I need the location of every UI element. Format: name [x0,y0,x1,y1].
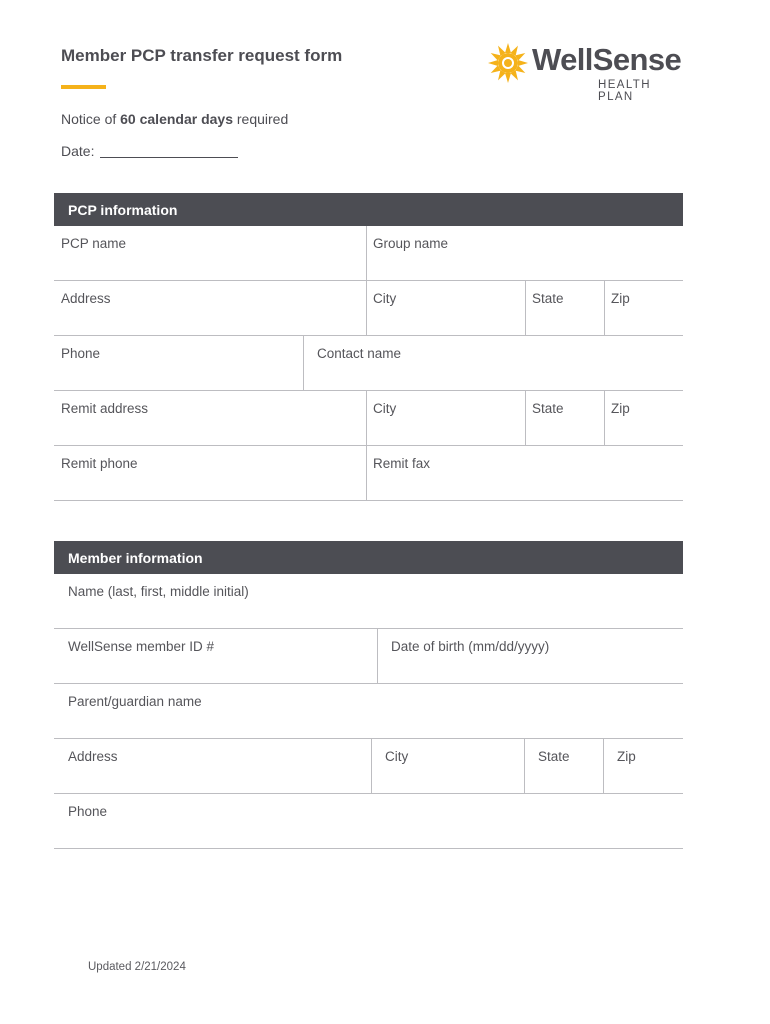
remit-zip-label: Zip [611,401,630,416]
form-title: Member PCP transfer request form [61,46,343,65]
group-name-label: Group name [373,236,449,251]
member-name-label: Name (last, first, middle initial) [68,584,249,599]
member-zip-label: Zip [617,749,636,764]
pcp-address-label: Address [61,291,111,306]
member-zip-field[interactable] [603,739,683,794]
remit-state-field[interactable] [525,391,604,446]
date-label: Date: [61,143,95,159]
pcp-section-header: PCP information [54,193,683,226]
contact-name-field[interactable] [303,336,683,391]
remit-city-label: City [373,401,397,416]
logo-wordmark: WellSense [532,42,682,77]
pcp-zip-label: Zip [611,291,630,306]
member-id-field[interactable] [54,629,377,684]
pcp-city-field[interactable] [366,281,525,336]
member-id-label: WellSense member ID # [68,639,215,654]
member-state-field[interactable] [524,739,603,794]
remit-fax-label: Remit fax [373,456,431,471]
member-section-header: Member information [54,541,683,574]
updated-date: Updated 2/21/2024 [88,961,186,973]
remit-address-field[interactable] [54,391,366,446]
notice-prefix: Notice of [61,111,121,127]
member-city-field[interactable] [371,739,524,794]
group-name-field[interactable] [366,226,683,281]
dob-label: Date of birth (mm/dd/yyyy) [391,639,550,654]
title-accent-bar [61,85,106,89]
pcp-phone-field[interactable] [54,336,303,391]
member-name-field[interactable] [54,574,683,629]
date-field[interactable] [100,157,238,158]
pcp-address-field[interactable] [54,281,366,336]
member-state-label: State [538,749,570,764]
remit-phone-label: Remit phone [61,456,138,471]
pcp-city-label: City [373,291,397,306]
notice-days: 60 calendar days [120,111,233,127]
remit-city-field[interactable] [366,391,525,446]
remit-fax-field[interactable] [366,446,683,501]
notice-suffix: required [233,111,289,127]
notice-text [61,111,288,127]
member-city-label: City [385,749,409,764]
contact-name-label: Contact name [317,346,402,361]
member-address-field[interactable] [54,739,371,794]
pcp-name-field[interactable] [54,226,366,281]
dob-field[interactable] [377,629,683,684]
pcp-phone-label: Phone [61,346,101,361]
wellsense-logo [487,42,687,103]
pcp-state-field[interactable] [525,281,604,336]
guardian-name-label: Parent/guardian name [68,694,202,709]
member-phone-field[interactable] [54,794,683,849]
pcp-zip-field[interactable] [604,281,683,336]
member-phone-label: Phone [68,804,108,819]
member-address-label: Address [68,749,118,764]
remit-state-label: State [532,401,564,416]
logo-subtitle: HEALTH PLAN [598,79,651,103]
remit-address-label: Remit address [61,401,149,416]
remit-phone-field[interactable] [54,446,366,501]
pcp-name-label: PCP name [61,236,127,251]
remit-zip-field[interactable] [604,391,683,446]
sun-logo-icon [487,42,529,84]
pcp-state-label: State [532,291,564,306]
guardian-name-field[interactable] [54,684,683,739]
